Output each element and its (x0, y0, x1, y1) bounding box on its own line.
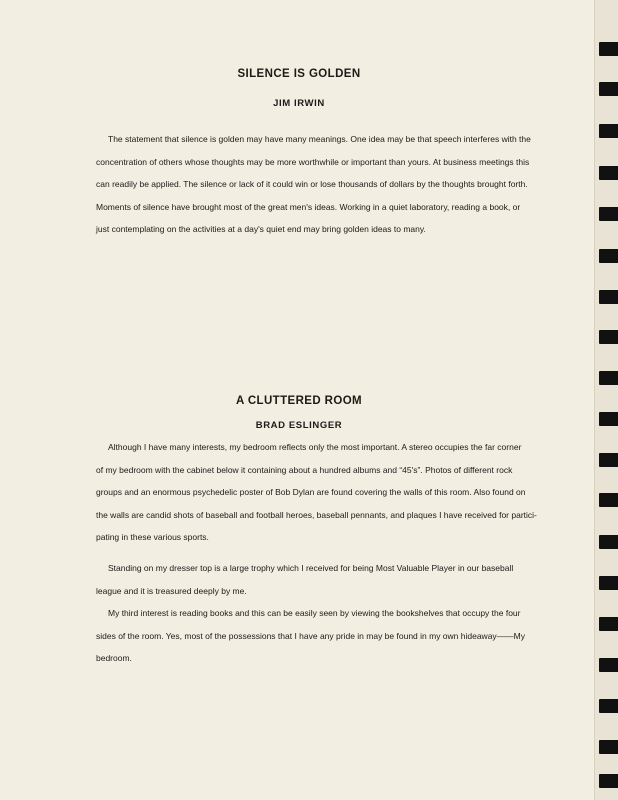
binding-ring (599, 699, 618, 713)
paragraph-line: league and it is treasured deeply by me. (96, 585, 247, 596)
paragraph-line: sides of the room. Yes, most of the possessions that I have any pride in may be found in my own hideaway——My (96, 630, 526, 641)
paragraph-line: groups and an enormous psychedelic poster of Bob Dylan are found covering the walls of this room. Also found on (96, 487, 526, 497)
article-title-silence-is-golden: SILENCE IS GOLDEN (237, 68, 361, 80)
article2-paragraph-3 (96, 602, 556, 670)
paragraph-line: can readily be applied. The silence or lack of it could win or lose thousands of dollars by the thoughts brought forth. (96, 179, 528, 189)
paragraph-line: of my bedroom with the cabinet below it containing about a hundred albums and “45's”. Photos of different rock (96, 464, 513, 475)
binding-ring (599, 576, 618, 590)
binding-ring (599, 249, 618, 263)
paragraph-line: concentration of others whose thoughts may be more worthwhile or important than yours. At business meetings this (96, 156, 530, 167)
binding-ring (599, 774, 618, 788)
binding-ring (599, 535, 618, 549)
paragraph-line: just contemplating on the activities at a day's quiet end may bring golden ideas to many. (96, 224, 426, 234)
article-title-a-cluttered-room: A CLUTTERED ROOM (235, 395, 363, 407)
binding-ring (599, 740, 618, 754)
paragraph-line: My third interest is reading books and this can be easily seen by viewing the bookshelves that occupy the four (108, 608, 521, 618)
paragraph-line: Moments of silence have brought most of the great men's ideas. Working in a quiet laboratory, reading a book, or (96, 201, 521, 212)
article1-paragraph (96, 128, 556, 241)
binding-ring (599, 658, 618, 672)
article-author-brad-eslinger: BRAD ESLINGER (255, 420, 343, 431)
binding-ring (599, 124, 618, 138)
binding-ring (599, 166, 618, 180)
binding-ring (599, 371, 618, 385)
binding-ring (599, 330, 618, 344)
paragraph-line: Although I have many interests, my bedroom reflects only the most important. A stereo occupies the far corner (108, 442, 522, 452)
binding-ring (599, 290, 618, 304)
paragraph-line: the walls are candid shots of baseball and football heroes, baseball pennants, and plaques I have received for partici- (96, 509, 537, 520)
binding-ring (599, 207, 618, 221)
binding-ring (599, 493, 618, 507)
article2-paragraph-2 (96, 557, 556, 602)
paragraph-line: bedroom. (96, 653, 132, 663)
binding-ring (599, 42, 618, 56)
paragraph-line: Standing on my dresser top is a large trophy which I received for being Most Valuable Player in our baseball (108, 563, 514, 573)
article-author-jim-irwin: JIM IRWIN (273, 98, 325, 109)
paragraph-line: pating in these various sports. (96, 532, 209, 542)
paragraph-line: The statement that silence is golden may have many meanings. One idea may be that speech interferes with the (108, 134, 531, 144)
binding-ring (599, 453, 618, 467)
article2-paragraph-1 (96, 436, 556, 549)
spiral-binding (594, 0, 618, 800)
binding-ring (599, 412, 618, 426)
binding-ring (599, 617, 618, 631)
binding-ring (599, 82, 618, 96)
